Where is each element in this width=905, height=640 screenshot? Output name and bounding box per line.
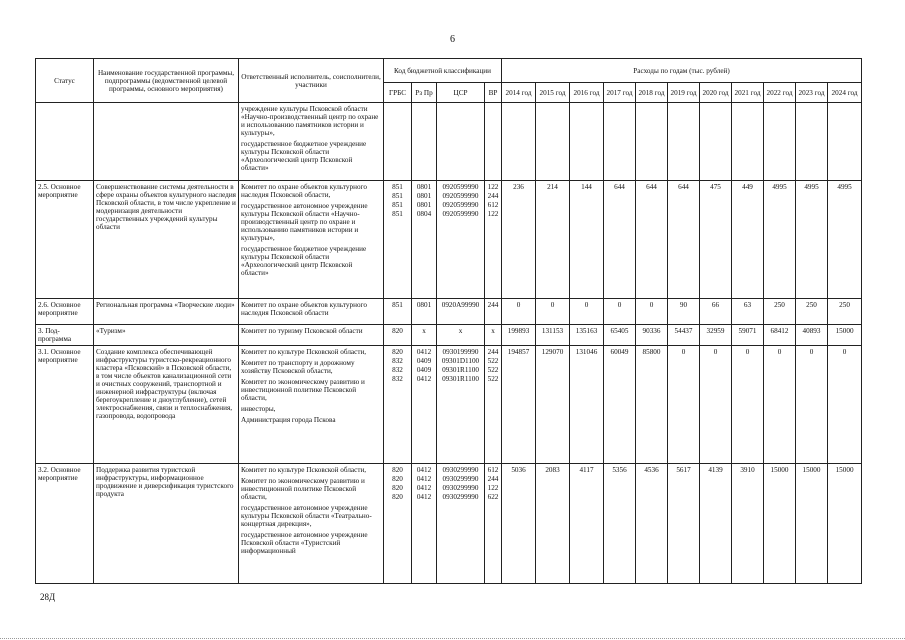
row-expense-value: 644 bbox=[604, 181, 636, 299]
executor-entry: Комитет по туризму Псковской области bbox=[241, 327, 363, 335]
grbs-code: 820 bbox=[392, 484, 403, 492]
row-expense-value: 0 bbox=[570, 299, 604, 325]
row-expense-value: 4117 bbox=[570, 464, 604, 584]
row-expense-value: 65405 bbox=[604, 325, 636, 346]
table-row bbox=[36, 181, 862, 299]
row-expense-value: 32959 bbox=[700, 325, 732, 346]
executor-entry: Комитет по культуре Псковской области, bbox=[241, 466, 367, 474]
row-expense-value: 135163 bbox=[570, 325, 604, 346]
header-year: 2024 год bbox=[828, 83, 862, 103]
row-expense-value bbox=[732, 103, 764, 181]
row-csr bbox=[437, 325, 485, 346]
rzpr-code: 0409 bbox=[416, 357, 432, 365]
row-grbs bbox=[384, 325, 412, 346]
header-year: 2021 год bbox=[732, 83, 764, 103]
executor-entry: Администрация города Пскова bbox=[241, 416, 336, 424]
row-expense-value bbox=[604, 103, 636, 181]
header-year: 2016 год bbox=[570, 83, 604, 103]
rzpr-code: 0412 bbox=[416, 493, 432, 501]
row-status bbox=[36, 103, 94, 181]
rzpr-code: 0412 bbox=[416, 475, 432, 483]
header-expenses: Расходы по годам (тыс. рублей) bbox=[502, 59, 862, 83]
header-name: Наименование государственной программы, подпрограммы (ведомственной целевой программы, основного мероприятия) bbox=[94, 59, 239, 103]
grbs-code: 851 bbox=[392, 301, 403, 309]
row-expense-value: 40893 bbox=[796, 325, 828, 346]
vr-code: 122 bbox=[487, 210, 499, 218]
executor-entry: инвесторы, bbox=[241, 405, 276, 413]
executor-entry: государственное бюджетное учреждение культуры Псковской области «Археологический центр Псковской области» bbox=[241, 245, 367, 277]
row-expense-value: 0 bbox=[764, 346, 796, 464]
rzpr-code: 0801 bbox=[416, 192, 432, 200]
table-row bbox=[36, 299, 862, 325]
row-expense-value: 15000 bbox=[764, 464, 796, 584]
row-expense-value: 0 bbox=[502, 299, 536, 325]
grbs-code: 851 bbox=[392, 183, 403, 191]
row-expense-value bbox=[668, 103, 700, 181]
row-executors bbox=[239, 346, 384, 464]
grbs-code: 832 bbox=[392, 357, 403, 365]
row-executors bbox=[239, 103, 384, 181]
row-expense-value bbox=[502, 103, 536, 181]
row-expense-value bbox=[700, 103, 732, 181]
row-expense-value: 4536 bbox=[636, 464, 668, 584]
executor-entry: Комитет по охране объектов культурного наследия Псковской области, bbox=[241, 183, 367, 199]
row-expense-value: 129070 bbox=[536, 346, 570, 464]
csr-code: 09301D1100 bbox=[441, 357, 480, 365]
row-expense-value: 4995 bbox=[828, 181, 862, 299]
row-expense-value: 60049 bbox=[604, 346, 636, 464]
csr-code: 0930199990 bbox=[442, 348, 479, 356]
header-year: 2022 год bbox=[764, 83, 796, 103]
table-row bbox=[36, 346, 862, 464]
rzpr-code: 0412 bbox=[416, 484, 432, 492]
executor-entry: государственное автономное учреждение культуры Псковской области «Театрально-концертная дирекция», bbox=[241, 504, 372, 528]
csr-code: 0930299990 bbox=[442, 466, 479, 474]
grbs-code: 851 bbox=[392, 192, 403, 200]
csr-code: х bbox=[458, 327, 463, 335]
row-expense-value: 0 bbox=[668, 346, 700, 464]
grbs-code: 820 bbox=[392, 348, 403, 356]
row-expense-value: 250 bbox=[764, 299, 796, 325]
header-executor: Ответственный исполнитель, соисполнители, участники bbox=[239, 59, 384, 103]
executor-entry: государственное бюджетное учреждение культуры Псковской области «Археологический центр Псковской области» bbox=[241, 140, 367, 172]
row-executors bbox=[239, 325, 384, 346]
row-expense-value: 0 bbox=[536, 299, 570, 325]
row-expense-value: 15000 bbox=[828, 325, 862, 346]
csr-code: 0930299990 bbox=[442, 475, 479, 483]
vr-code: 244 bbox=[487, 475, 499, 483]
row-expense-value: 4139 bbox=[700, 464, 732, 584]
header-vr: ВР bbox=[485, 83, 502, 103]
row-csr bbox=[437, 181, 485, 299]
row-vr bbox=[485, 464, 502, 584]
csr-code: 0920A99990 bbox=[441, 301, 480, 309]
row-vr bbox=[485, 181, 502, 299]
csr-code: 0920599990 bbox=[442, 192, 479, 200]
header-grbs: ГРБС bbox=[384, 83, 412, 103]
rzpr-code: х bbox=[422, 327, 426, 335]
row-csr bbox=[437, 299, 485, 325]
row-vr bbox=[485, 299, 502, 325]
row-grbs bbox=[384, 346, 412, 464]
row-expense-value: 54437 bbox=[668, 325, 700, 346]
header-year: 2017 год bbox=[604, 83, 636, 103]
header-year: 2018 год bbox=[636, 83, 668, 103]
header-year: 2023 год bbox=[796, 83, 828, 103]
header-year: 2014 год bbox=[502, 83, 536, 103]
header-status: Статус bbox=[36, 59, 94, 103]
row-expense-value: 644 bbox=[636, 181, 668, 299]
grbs-code: 832 bbox=[392, 375, 403, 383]
csr-code: 0930299990 bbox=[442, 493, 479, 501]
header-rzpr: Рз Пр bbox=[412, 83, 437, 103]
vr-code: 612 bbox=[487, 466, 499, 474]
row-grbs bbox=[384, 464, 412, 584]
row-expense-value: 4995 bbox=[796, 181, 828, 299]
row-expense-value: 0 bbox=[732, 346, 764, 464]
vr-code: 522 bbox=[487, 375, 499, 383]
row-rzpr bbox=[412, 325, 437, 346]
rzpr-code: 0412 bbox=[416, 375, 432, 383]
rzpr-code: 0804 bbox=[416, 210, 432, 218]
row-expense-value: 199893 bbox=[502, 325, 536, 346]
row-csr bbox=[437, 464, 485, 584]
row-expense-value: 0 bbox=[828, 346, 862, 464]
vr-code: 244 bbox=[487, 348, 499, 356]
row-expense-value: 2083 bbox=[536, 464, 570, 584]
vr-code: 122 bbox=[487, 484, 499, 492]
table-row bbox=[36, 464, 862, 584]
row-name: Поддержка развития туристской инфраструктуры, информационное продвижение и диверсификация туристского продукта bbox=[94, 464, 239, 584]
row-expense-value: 475 bbox=[700, 181, 732, 299]
row-expense-value: 194857 bbox=[502, 346, 536, 464]
csr-code: 0920599990 bbox=[442, 201, 479, 209]
row-grbs bbox=[384, 181, 412, 299]
row-expense-value: 0 bbox=[700, 346, 732, 464]
row-expense-value bbox=[536, 103, 570, 181]
rzpr-code: 0801 bbox=[416, 301, 432, 309]
vr-code: 244 bbox=[487, 301, 499, 309]
row-rzpr bbox=[412, 464, 437, 584]
row-expense-value: 131046 bbox=[570, 346, 604, 464]
row-status: 3.2. Основное мероприятие bbox=[36, 464, 94, 584]
row-expense-value: 0 bbox=[796, 346, 828, 464]
row-expense-value bbox=[796, 103, 828, 181]
footer-code: 28Д bbox=[40, 592, 56, 602]
row-expense-value bbox=[636, 103, 668, 181]
row-csr bbox=[437, 103, 485, 181]
table-body bbox=[36, 103, 862, 584]
row-vr bbox=[485, 346, 502, 464]
row-expense-value: 644 bbox=[668, 181, 700, 299]
row-status: 2.6. Основное мероприятие bbox=[36, 299, 94, 325]
row-rzpr bbox=[412, 181, 437, 299]
row-status: 2.5. Основное мероприятие bbox=[36, 181, 94, 299]
row-name: Создание комплекса обеспечивающей инфраструктуры туристско-рекреационного кластера «Псковский» в Псковской области, в том числе объектов канализационной сети и очистных сооружений, транспортной и инженерной инфраструктуры (включая берегоукрепление и дноуглубление), сетей электроснабжения, связи и теплоснабжения, газопровода, водопровода bbox=[94, 346, 239, 464]
header-year: 2015 год bbox=[536, 83, 570, 103]
grbs-code: 820 bbox=[392, 493, 403, 501]
row-grbs bbox=[384, 103, 412, 181]
row-expense-value: 85800 bbox=[636, 346, 668, 464]
row-expense-value: 5617 bbox=[668, 464, 700, 584]
row-expense-value: 59071 bbox=[732, 325, 764, 346]
executor-entry: государственное автономное учреждение Псковской области «Туристский информационный bbox=[241, 531, 368, 555]
vr-code: 622 bbox=[487, 493, 499, 501]
row-status: 3. Под-программа bbox=[36, 325, 94, 346]
grbs-code: 820 bbox=[392, 327, 403, 335]
header-csr: ЦСР bbox=[437, 83, 485, 103]
row-expense-value: 250 bbox=[828, 299, 862, 325]
grbs-code: 851 bbox=[392, 210, 403, 218]
header-year: 2019 год bbox=[668, 83, 700, 103]
row-expense-value: 66 bbox=[700, 299, 732, 325]
row-rzpr bbox=[412, 103, 437, 181]
rzpr-code: 0409 bbox=[416, 366, 432, 374]
row-expense-value bbox=[828, 103, 862, 181]
row-expense-value: 144 bbox=[570, 181, 604, 299]
grbs-code: 832 bbox=[392, 366, 403, 374]
row-executors bbox=[239, 181, 384, 299]
row-csr bbox=[437, 346, 485, 464]
header-budget-code: Код бюджетной классификации bbox=[384, 59, 502, 83]
vr-code: 522 bbox=[487, 357, 499, 365]
row-expense-value: 63 bbox=[732, 299, 764, 325]
executor-entry: Комитет по культуре Псковской области, bbox=[241, 348, 367, 356]
row-vr bbox=[485, 103, 502, 181]
csr-code: 09301R1100 bbox=[442, 375, 479, 383]
grbs-code: 820 bbox=[392, 475, 403, 483]
row-expense-value: 3910 bbox=[732, 464, 764, 584]
table-header bbox=[36, 59, 862, 103]
row-expense-value: 5356 bbox=[604, 464, 636, 584]
row-expense-value bbox=[764, 103, 796, 181]
table-row bbox=[36, 325, 862, 346]
executor-entry: Комитет по экономическому развитию и инвестиционной политике Псковской области, bbox=[241, 477, 365, 501]
executor-entry: Комитет по экономическому развитию и инвестиционной политике Псковской области, bbox=[241, 378, 365, 402]
csr-code: 0930299990 bbox=[442, 484, 479, 492]
page-number: 6 bbox=[450, 34, 455, 45]
vr-code: х bbox=[491, 327, 495, 335]
row-executors bbox=[239, 299, 384, 325]
row-vr bbox=[485, 325, 502, 346]
row-rzpr bbox=[412, 346, 437, 464]
row-name: Региональная программа «Творческие люди» bbox=[94, 299, 239, 325]
row-name bbox=[94, 103, 239, 181]
row-expense-value: 250 bbox=[796, 299, 828, 325]
row-status: 3.1. Основное мероприятие bbox=[36, 346, 94, 464]
csr-code: 0920599990 bbox=[442, 210, 479, 218]
csr-code: 09301R1100 bbox=[442, 366, 479, 374]
row-expense-value: 4995 bbox=[764, 181, 796, 299]
table-row bbox=[36, 103, 862, 181]
grbs-code: 820 bbox=[392, 466, 403, 474]
row-expense-value: 0 bbox=[604, 299, 636, 325]
executor-entry: Комитет по охране объектов культурного наследия Псковской области bbox=[241, 301, 367, 317]
row-name: «Туризм» bbox=[94, 325, 239, 346]
row-expense-value: 15000 bbox=[828, 464, 862, 584]
grbs-code: 851 bbox=[392, 201, 403, 209]
vr-code: 522 bbox=[487, 366, 499, 374]
vr-code: 244 bbox=[487, 192, 499, 200]
row-expense-value: 90336 bbox=[636, 325, 668, 346]
row-expense-value: 449 bbox=[732, 181, 764, 299]
page-divider bbox=[0, 638, 905, 639]
row-expense-value: 131153 bbox=[536, 325, 570, 346]
executor-entry: государственное автономное учреждение культуры Псковской области «Научно-производственный центр по охране и использованию памятников истории и культуры», bbox=[241, 202, 368, 242]
row-name: Совершенствование системы деятельности в сфере охраны объектов культурного наследия Псковской области, в том числе укрепление и модернизация деятельности государственных учреждений культуры области bbox=[94, 181, 239, 299]
rzpr-code: 0801 bbox=[416, 201, 432, 209]
rzpr-code: 0412 bbox=[416, 348, 432, 356]
row-executors bbox=[239, 464, 384, 584]
row-expense-value: 0 bbox=[636, 299, 668, 325]
row-expense-value: 68412 bbox=[764, 325, 796, 346]
vr-code: 122 bbox=[487, 183, 499, 191]
budget-table bbox=[35, 58, 862, 584]
row-rzpr bbox=[412, 299, 437, 325]
vr-code: 612 bbox=[487, 201, 499, 209]
header-year: 2020 год bbox=[700, 83, 732, 103]
rzpr-code: 0801 bbox=[416, 183, 432, 191]
row-expense-value: 15000 bbox=[796, 464, 828, 584]
row-expense-value: 236 bbox=[502, 181, 536, 299]
row-expense-value: 5036 bbox=[502, 464, 536, 584]
row-expense-value bbox=[570, 103, 604, 181]
executor-entry: Комитет по транспорту и дорожному хозяйству Псковской области, bbox=[241, 359, 355, 375]
csr-code: 0920599990 bbox=[442, 183, 479, 191]
row-expense-value: 214 bbox=[536, 181, 570, 299]
row-expense-value: 90 bbox=[668, 299, 700, 325]
executor-entry: учреждение культуры Псковской области «Научно-производственный центр по охране и использованию памятников истории и культуры», bbox=[241, 105, 379, 137]
rzpr-code: 0412 bbox=[416, 466, 432, 474]
row-grbs bbox=[384, 299, 412, 325]
